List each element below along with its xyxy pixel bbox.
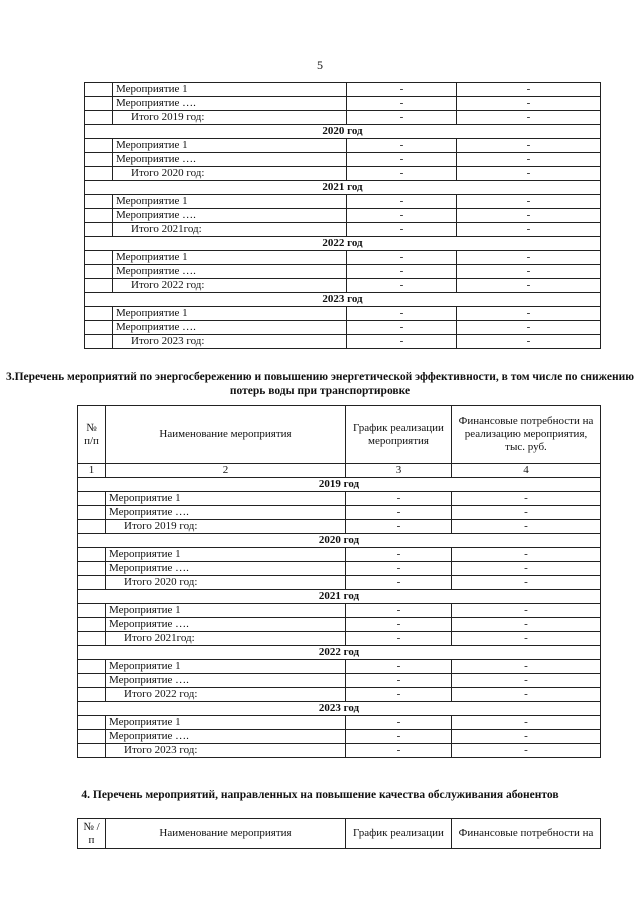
schedule-cell: - <box>347 265 457 279</box>
schedule-cell: - <box>347 223 457 237</box>
header-name: Наименование мероприятия <box>106 406 346 464</box>
row-number-cell <box>78 744 106 758</box>
activity-name-cell: Итого 2021год: <box>113 223 347 237</box>
activity-name-cell: Мероприятие 1 <box>113 139 347 153</box>
header-schedule: График реализации <box>346 819 452 849</box>
table-header-row <box>78 406 601 464</box>
finance-cell: - <box>457 111 601 125</box>
header-schedule: График реализации мероприятия <box>346 406 452 464</box>
activity-name-cell: Итого 2019 год: <box>106 520 346 534</box>
activity-name-cell: Мероприятие …. <box>113 153 347 167</box>
finance-cell: - <box>457 265 601 279</box>
header-name: Наименование мероприятия <box>106 819 346 849</box>
row-number-cell <box>85 265 113 279</box>
row-number-cell <box>78 492 106 506</box>
table-row <box>85 83 601 97</box>
row-number-cell <box>78 730 106 744</box>
activity-name-cell: Мероприятие 1 <box>106 548 346 562</box>
row-number-cell <box>78 604 106 618</box>
col-number: 1 <box>78 464 106 478</box>
finance-cell: - <box>457 223 601 237</box>
activity-name-cell: Итого 2023 год: <box>106 744 346 758</box>
activity-name-cell: Итого 2020 год: <box>106 576 346 590</box>
finance-cell: - <box>452 604 601 618</box>
row-number-cell <box>85 111 113 125</box>
total-row <box>85 111 601 125</box>
finance-cell: - <box>457 83 601 97</box>
activity-name-cell: Мероприятие 1 <box>106 660 346 674</box>
schedule-cell: - <box>347 167 457 181</box>
finance-cell: - <box>452 506 601 520</box>
finance-cell: - <box>452 562 601 576</box>
activity-name-cell: Мероприятие …. <box>106 730 346 744</box>
year-row <box>85 181 601 195</box>
row-number-cell <box>78 520 106 534</box>
row-number-cell <box>78 660 106 674</box>
finance-cell: - <box>452 632 601 646</box>
schedule-cell: - <box>347 335 457 349</box>
year-label: 2020 год <box>78 534 601 548</box>
activity-name-cell: Итого 2022 год: <box>113 279 347 293</box>
schedule-cell: - <box>346 660 452 674</box>
finance-cell: - <box>452 660 601 674</box>
table-row <box>85 97 601 111</box>
row-number-cell <box>85 139 113 153</box>
schedule-cell: - <box>346 604 452 618</box>
schedule-cell: - <box>346 632 452 646</box>
year-label: 2023 год <box>85 293 601 307</box>
year-label: 2020 год <box>85 125 601 139</box>
schedule-cell: - <box>347 251 457 265</box>
activity-name-cell: Мероприятие …. <box>113 209 347 223</box>
year-row <box>78 478 601 492</box>
year-label: 2023 год <box>78 702 601 716</box>
year-label: 2021 год <box>85 181 601 195</box>
activity-name-cell: Мероприятие …. <box>106 674 346 688</box>
row-number-cell <box>85 335 113 349</box>
schedule-cell: - <box>346 688 452 702</box>
table-row <box>85 321 601 335</box>
row-number-cell <box>78 632 106 646</box>
row-number-cell <box>78 688 106 702</box>
row-number-cell <box>85 223 113 237</box>
total-row <box>78 744 601 758</box>
row-number-cell <box>85 307 113 321</box>
schedule-cell: - <box>347 83 457 97</box>
total-row <box>78 688 601 702</box>
header-finance: Финансовые потребности на реализацию мероприятия, тыс. руб. <box>452 406 601 464</box>
finance-cell: - <box>452 688 601 702</box>
activity-name-cell: Мероприятие 1 <box>106 716 346 730</box>
table-row <box>78 660 601 674</box>
finance-cell: - <box>457 321 601 335</box>
column-numbers-row <box>78 464 601 478</box>
row-number-cell <box>85 195 113 209</box>
table-section-2-continued <box>84 82 601 349</box>
schedule-cell: - <box>347 111 457 125</box>
finance-cell: - <box>457 209 601 223</box>
row-number-cell <box>78 674 106 688</box>
finance-cell: - <box>457 335 601 349</box>
activity-name-cell: Мероприятие 1 <box>113 307 347 321</box>
year-row <box>78 646 601 660</box>
row-number-cell <box>78 716 106 730</box>
col-number: 3 <box>346 464 452 478</box>
table-row <box>78 618 601 632</box>
row-number-cell <box>85 209 113 223</box>
activity-name-cell: Итого 2022 год: <box>106 688 346 702</box>
col-number: 2 <box>106 464 346 478</box>
total-row <box>78 520 601 534</box>
year-label: 2019 год <box>78 478 601 492</box>
header-finance: Финансовые потребности на <box>452 819 601 849</box>
page-number: 5 <box>317 58 323 72</box>
col-number: 4 <box>452 464 601 478</box>
year-label: 2022 год <box>78 646 601 660</box>
finance-cell: - <box>452 548 601 562</box>
activity-name-cell: Мероприятие …. <box>113 97 347 111</box>
activity-name-cell: Мероприятие 1 <box>106 492 346 506</box>
row-number-cell <box>85 153 113 167</box>
finance-cell: - <box>452 520 601 534</box>
section-4-title: 4. Перечень мероприятий, направленных на повышение качества обслуживания абонентов <box>81 789 559 801</box>
schedule-cell: - <box>347 307 457 321</box>
table-row <box>78 506 601 520</box>
table-section-4 <box>77 818 601 849</box>
row-number-cell <box>85 167 113 181</box>
row-number-cell <box>85 321 113 335</box>
schedule-cell: - <box>346 548 452 562</box>
total-row <box>85 335 601 349</box>
activity-name-cell: Итого 2021год: <box>106 632 346 646</box>
schedule-cell: - <box>346 730 452 744</box>
activity-name-cell: Мероприятие 1 <box>113 251 347 265</box>
schedule-cell: - <box>347 139 457 153</box>
row-number-cell <box>85 97 113 111</box>
activity-name-cell: Мероприятие 1 <box>113 195 347 209</box>
total-row <box>85 223 601 237</box>
table-row <box>78 674 601 688</box>
table-row <box>85 265 601 279</box>
row-number-cell <box>78 506 106 520</box>
table-row <box>78 492 601 506</box>
year-label: 2022 год <box>85 237 601 251</box>
finance-cell: - <box>457 251 601 265</box>
year-row <box>85 293 601 307</box>
total-row <box>85 279 601 293</box>
table-row <box>85 153 601 167</box>
finance-cell: - <box>457 97 601 111</box>
row-number-cell <box>85 279 113 293</box>
table-row <box>85 195 601 209</box>
finance-cell: - <box>452 744 601 758</box>
finance-cell: - <box>457 195 601 209</box>
schedule-cell: - <box>346 674 452 688</box>
finance-cell: - <box>452 674 601 688</box>
schedule-cell: - <box>347 321 457 335</box>
total-row <box>78 632 601 646</box>
row-number-cell <box>78 562 106 576</box>
activity-name-cell: Мероприятие …. <box>106 562 346 576</box>
finance-cell: - <box>452 618 601 632</box>
schedule-cell: - <box>347 279 457 293</box>
table-row <box>85 307 601 321</box>
year-row <box>78 702 601 716</box>
finance-cell: - <box>457 279 601 293</box>
finance-cell: - <box>452 576 601 590</box>
total-row <box>85 167 601 181</box>
activity-name-cell: Мероприятие …. <box>113 321 347 335</box>
table-row <box>78 730 601 744</box>
schedule-cell: - <box>346 562 452 576</box>
activity-name-cell: Мероприятие 1 <box>106 604 346 618</box>
row-number-cell <box>78 618 106 632</box>
activity-name-cell: Итого 2019 год: <box>113 111 347 125</box>
header-num: № п/п <box>78 406 106 464</box>
schedule-cell: - <box>347 97 457 111</box>
finance-cell: - <box>452 716 601 730</box>
schedule-cell: - <box>346 520 452 534</box>
table-section-3 <box>77 405 601 758</box>
finance-cell: - <box>452 492 601 506</box>
year-row <box>78 534 601 548</box>
table-row <box>85 139 601 153</box>
header-num: № /п <box>78 819 106 849</box>
activity-name-cell: Итого 2020 год: <box>113 167 347 181</box>
schedule-cell: - <box>347 209 457 223</box>
activity-name-cell: Мероприятие …. <box>106 618 346 632</box>
row-number-cell <box>78 548 106 562</box>
table-row <box>85 209 601 223</box>
table-row <box>85 251 601 265</box>
year-row <box>85 125 601 139</box>
finance-cell: - <box>457 139 601 153</box>
table-header-row <box>78 819 601 849</box>
finance-cell: - <box>452 730 601 744</box>
activity-name-cell: Мероприятие …. <box>113 265 347 279</box>
finance-cell: - <box>457 167 601 181</box>
table-row <box>78 548 601 562</box>
table-row <box>78 562 601 576</box>
section-3-title: 3.Перечень мероприятий по энергосбережению и повышению энергетической эффективности, в том числе по снижению потерь воды при транспортировке <box>5 371 635 397</box>
year-row <box>78 590 601 604</box>
activity-name-cell: Мероприятие …. <box>106 506 346 520</box>
schedule-cell: - <box>346 576 452 590</box>
schedule-cell: - <box>346 716 452 730</box>
schedule-cell: - <box>347 153 457 167</box>
total-row <box>78 576 601 590</box>
row-number-cell <box>85 83 113 97</box>
row-number-cell <box>78 576 106 590</box>
finance-cell: - <box>457 153 601 167</box>
schedule-cell: - <box>346 492 452 506</box>
schedule-cell: - <box>346 744 452 758</box>
schedule-cell: - <box>346 506 452 520</box>
finance-cell: - <box>457 307 601 321</box>
row-number-cell <box>85 251 113 265</box>
schedule-cell: - <box>347 195 457 209</box>
year-row <box>85 237 601 251</box>
table-row <box>78 716 601 730</box>
schedule-cell: - <box>346 618 452 632</box>
table-row <box>78 604 601 618</box>
activity-name-cell: Итого 2023 год: <box>113 335 347 349</box>
activity-name-cell: Мероприятие 1 <box>113 83 347 97</box>
year-label: 2021 год <box>78 590 601 604</box>
